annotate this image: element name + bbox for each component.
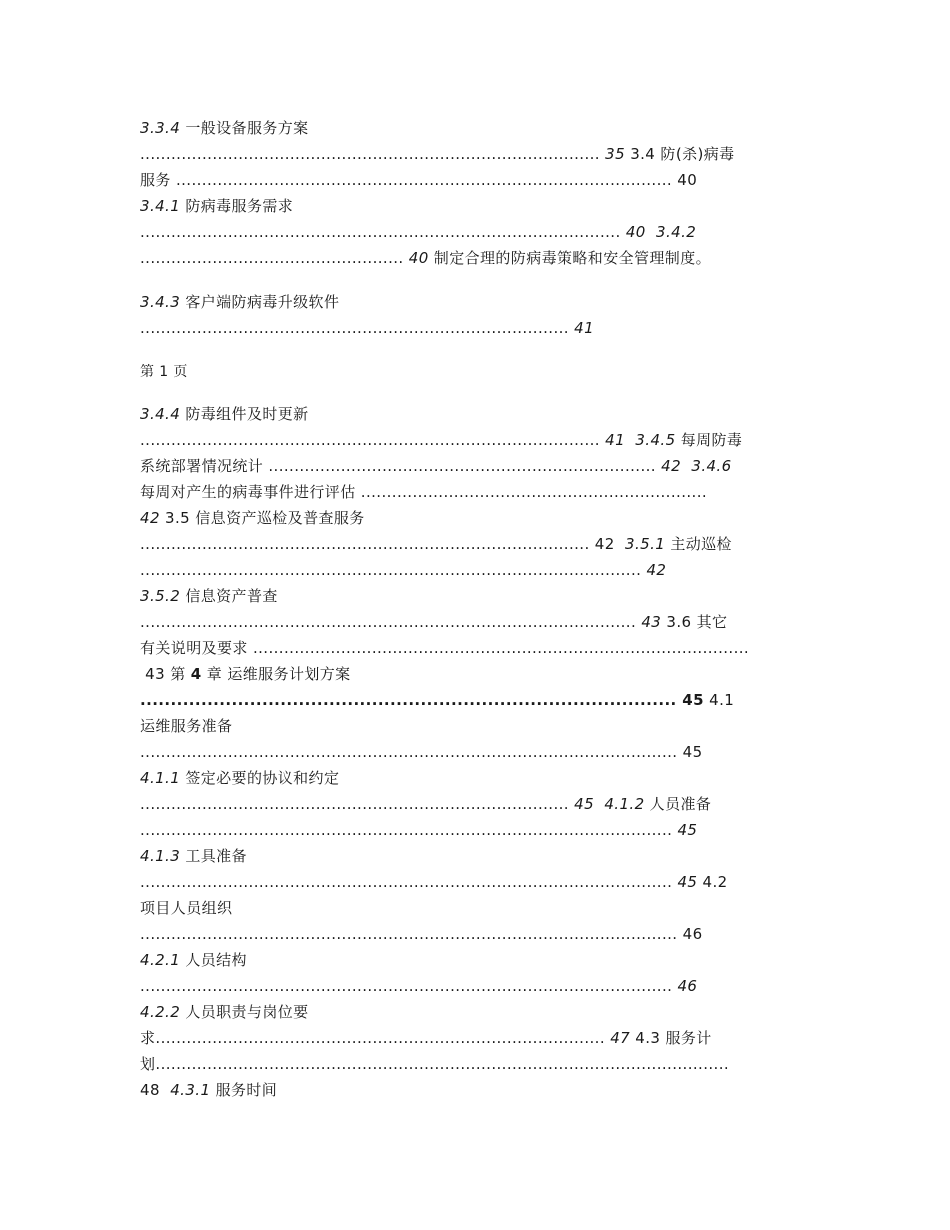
toc-text-segment: 41: [574, 319, 595, 337]
toc-line: [140, 872, 728, 892]
toc-text-segment: 3.4 防(杀)病毒: [625, 145, 735, 163]
toc-text-segment: 3.6 其它: [661, 613, 728, 631]
toc-line: [140, 586, 278, 606]
toc-text-segment: .......................................................................................................: [140, 873, 678, 891]
toc-line: [140, 170, 697, 190]
toc-text-segment: 35: [605, 145, 626, 163]
toc-line: [140, 196, 293, 216]
toc-line: [140, 924, 703, 944]
toc-text-segment: 信息资产普查: [180, 587, 278, 605]
toc-text-segment: 划...............................................................................................................: [140, 1055, 730, 1073]
toc-text-segment: 46: [677, 977, 698, 995]
toc-text-segment: 签定必要的协议和约定: [180, 769, 340, 787]
toc-text-segment: 3.3.4: [140, 119, 181, 137]
toc-text-segment: 人员准备: [644, 795, 712, 813]
toc-text-segment: ........................................................................................................ 45: [140, 743, 703, 761]
toc-text-segment: 项目人员组织: [140, 899, 233, 917]
toc-text-segment: 防病毒服务需求: [180, 197, 294, 215]
toc-line: [140, 482, 707, 502]
toc-text-segment: 45: [677, 821, 698, 839]
toc-text-segment: 服务 ................................................................................................ 40: [140, 171, 698, 189]
toc-line: [140, 534, 732, 554]
toc-text-segment: 3.5 信息资产巡检及普查服务: [159, 509, 365, 527]
toc-line: [140, 118, 309, 138]
toc-text-segment: 4.1: [703, 691, 735, 709]
toc-text-segment: 每周对产生的病毒事件进行评估 ...................................................................: [140, 483, 708, 501]
toc-text-segment: 工具准备: [180, 847, 247, 865]
toc-text-segment: 防毒组件及时更新: [180, 405, 309, 423]
toc-text-segment: 47: [610, 1029, 631, 1047]
toc-text-segment: 4.3 服务计: [630, 1029, 712, 1047]
toc-text-segment: ...................................................................................: [140, 795, 575, 813]
toc-line: [140, 318, 594, 338]
toc-line: [140, 1002, 309, 1022]
toc-line: [140, 898, 232, 918]
toc-line: [140, 664, 351, 684]
toc-text-segment: 求.......................................................................................: [140, 1029, 611, 1047]
toc-text-segment: 章 运维服务计划方案: [201, 665, 351, 683]
toc-text-segment: 4.1.1: [140, 769, 181, 787]
toc-line: [140, 950, 247, 970]
toc-text-segment: .............................................................................................: [140, 223, 626, 241]
toc-text-segment: 3.5.1: [625, 535, 666, 553]
toc-text-segment: .......................................................................................................: [140, 821, 678, 839]
toc-text-segment: 4.2: [697, 873, 728, 891]
toc-text-segment: .........................................................................................: [140, 431, 606, 449]
toc-line: [140, 742, 703, 762]
toc-text-segment: 42 3.4.6: [661, 457, 732, 475]
toc-text-segment: 40: [408, 249, 429, 267]
toc-text-segment: ........................................................................................................ 46: [140, 925, 703, 943]
toc-text-segment: 4.2.1: [140, 951, 181, 969]
toc-line: [140, 144, 735, 164]
toc-text-segment: ........................................................................................ 45: [140, 691, 704, 709]
toc-text-segment: 3.4.3: [140, 293, 181, 311]
toc-line: [140, 248, 711, 268]
toc-line: [140, 768, 339, 788]
toc-line: [140, 1080, 277, 1100]
toc-text-segment: 42: [140, 509, 160, 527]
page-number-label: 第 1 页: [140, 364, 188, 380]
toc-text-segment: 3.5.2: [140, 587, 181, 605]
toc-line: [140, 612, 727, 632]
toc-text-segment: 4: [190, 665, 202, 683]
toc-text-segment: 人员结构: [180, 951, 247, 969]
toc-line: [140, 404, 309, 424]
toc-line: [140, 690, 734, 710]
toc-line: [140, 976, 697, 996]
toc-text-segment: 每周防毒: [675, 431, 743, 449]
toc-text-segment: 3.4.1: [140, 197, 181, 215]
toc-line: [140, 508, 365, 528]
toc-text-segment: 一般设备服务方案: [180, 119, 309, 137]
toc-line: [140, 1054, 729, 1074]
toc-line: [140, 716, 232, 736]
toc-line: [140, 820, 697, 840]
toc-text-segment: 3.4.4: [140, 405, 181, 423]
toc-text-segment: .......................................................................................................: [140, 977, 678, 995]
toc-line: [140, 1028, 712, 1048]
toc-text-segment: .................................................................................................: [140, 561, 647, 579]
toc-text-segment: 4.1.3: [140, 847, 181, 865]
toc-text-segment: 42: [646, 561, 667, 579]
toc-text-segment: 客户端防病毒升级软件: [180, 293, 340, 311]
toc-text-segment: .........................................................................................: [140, 145, 606, 163]
toc-text-segment: 48: [140, 1081, 171, 1099]
toc-text-segment: 运维服务准备: [140, 717, 233, 735]
toc-text-segment: 人员职责与岗位要: [180, 1003, 309, 1021]
toc-text-segment: 45: [677, 873, 698, 891]
toc-line: [140, 456, 732, 476]
toc-line: [140, 222, 696, 242]
toc-text-segment: 系统部署情况统计 ...........................................................................: [140, 457, 662, 475]
toc-text-segment: ................................................................................................: [140, 613, 642, 631]
toc-text-segment: 41 3.4.5: [605, 431, 676, 449]
toc-text-segment: ...................................................: [140, 249, 409, 267]
toc-line: [140, 638, 749, 658]
toc-text-segment: 制定合理的防病毒策略和安全管理制度。: [428, 249, 712, 267]
toc-text-segment: 45 4.1.2: [574, 795, 645, 813]
toc-text-segment: 40 3.4.2: [625, 223, 697, 241]
toc-text-segment: 43: [641, 613, 662, 631]
toc-line: [140, 292, 339, 312]
toc-text-segment: 43 第: [140, 665, 191, 683]
toc-text-segment: 主动巡检: [665, 535, 732, 553]
toc-line: [140, 794, 711, 814]
toc-line: [140, 560, 666, 580]
toc-line: [140, 430, 742, 450]
toc-line: [140, 846, 247, 866]
toc-text-segment: 有关说明及要求 ................................................................................................: [140, 639, 750, 657]
toc-text-segment: ....................................................................................... 42: [140, 535, 626, 553]
toc-text-segment: 4.2.2: [140, 1003, 181, 1021]
toc-text-segment: 4.3.1: [170, 1081, 211, 1099]
toc-text-segment: ...................................................................................: [140, 319, 575, 337]
toc-text-segment: 服务时间: [210, 1081, 278, 1099]
